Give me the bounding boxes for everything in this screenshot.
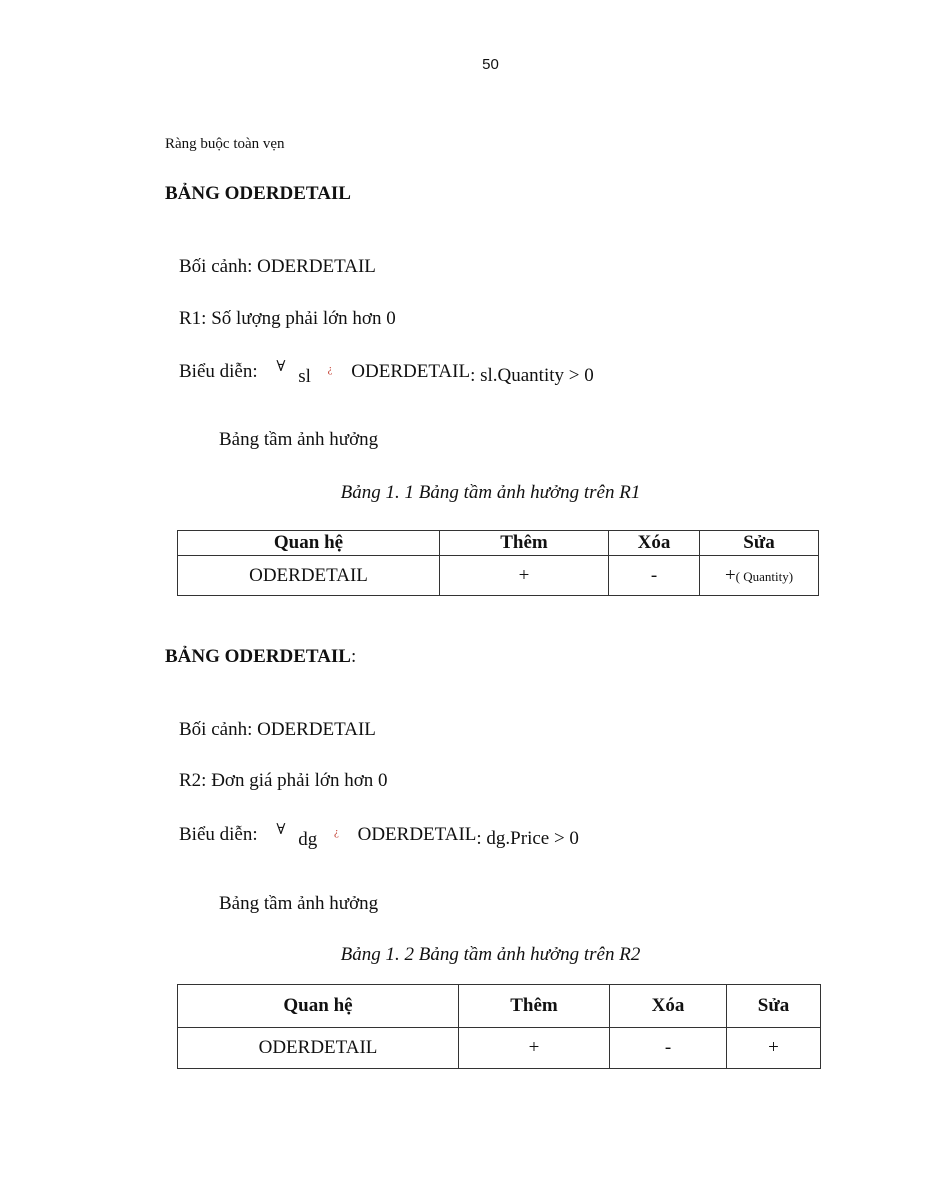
header-delete: Xóa [609,531,700,556]
cell-update-note: ( Quantity) [735,568,794,584]
cell-update: + [727,1028,821,1069]
forall-symbol: ∀ [276,822,286,838]
membership-symbol: ¿ [333,826,339,838]
block2-representation [179,822,579,850]
header-relation: Quan hệ [178,531,440,556]
block1-title: BẢNG ODERDETAIL [165,183,351,204]
block2-context: Bối cảnh: ODERDETAIL [179,719,376,740]
block2-caption: Bảng 1. 2 Bảng tầm ảnh hưởng trên R2 [340,944,641,965]
cell-insert: + [459,1028,610,1069]
condition: : dg.Price > 0 [476,828,579,849]
variable: dg [298,829,318,850]
block2-title-colon: : [350,646,357,667]
membership-symbol: ¿ [327,363,333,375]
section-heading: Ràng buộc toàn vẹn [165,136,285,152]
block2-title [165,646,356,668]
block1-caption: Bảng 1. 1 Bảng tầm ảnh hưởng trên R1 [340,482,641,503]
cell-insert: + [440,556,609,596]
cell-relation: ODERDETAIL [178,556,440,596]
block1-rule: R1: Số lượng phải lớn hơn 0 [179,308,396,329]
header-insert: Thêm [459,985,610,1028]
condition: : sl.Quantity > 0 [470,365,594,386]
block1-context: Bối cảnh: ODERDETAIL [179,256,376,277]
cell-relation: ODERDETAIL [178,1028,459,1069]
block1-representation [179,359,594,387]
relation-name: ODERDETAIL [357,824,477,845]
variable: sl [298,366,311,387]
cell-delete: - [609,556,700,596]
header-relation: Quan hệ [178,985,459,1028]
header-update: Sửa [727,985,821,1028]
cell-delete: - [610,1028,727,1069]
header-insert: Thêm [440,531,609,556]
block1-impact-label: Bảng tầm ảnh hưởng [219,429,379,450]
cell-update [700,556,819,596]
repr-label: Biểu diễn: [179,361,258,382]
page-number: 50 [482,56,499,73]
block2-rule: R2: Đơn giá phải lớn hơn 0 [179,770,388,791]
header-delete: Xóa [610,985,727,1028]
block2-impact-table [177,984,821,1069]
block1-impact-table [177,530,819,596]
repr-label: Biểu diễn: [179,824,258,845]
forall-symbol: ∀ [276,359,286,375]
block2-title-text: BẢNG ODERDETAIL [165,646,351,667]
table-header-row [178,985,821,1028]
relation-name: ODERDETAIL [351,361,471,382]
cell-update-sign: + [724,564,736,586]
table-header-row [178,531,819,556]
table-row [178,1028,821,1069]
block2-impact-label: Bảng tầm ảnh hưởng [219,893,379,914]
header-update: Sửa [700,531,819,556]
table-row [178,556,819,596]
